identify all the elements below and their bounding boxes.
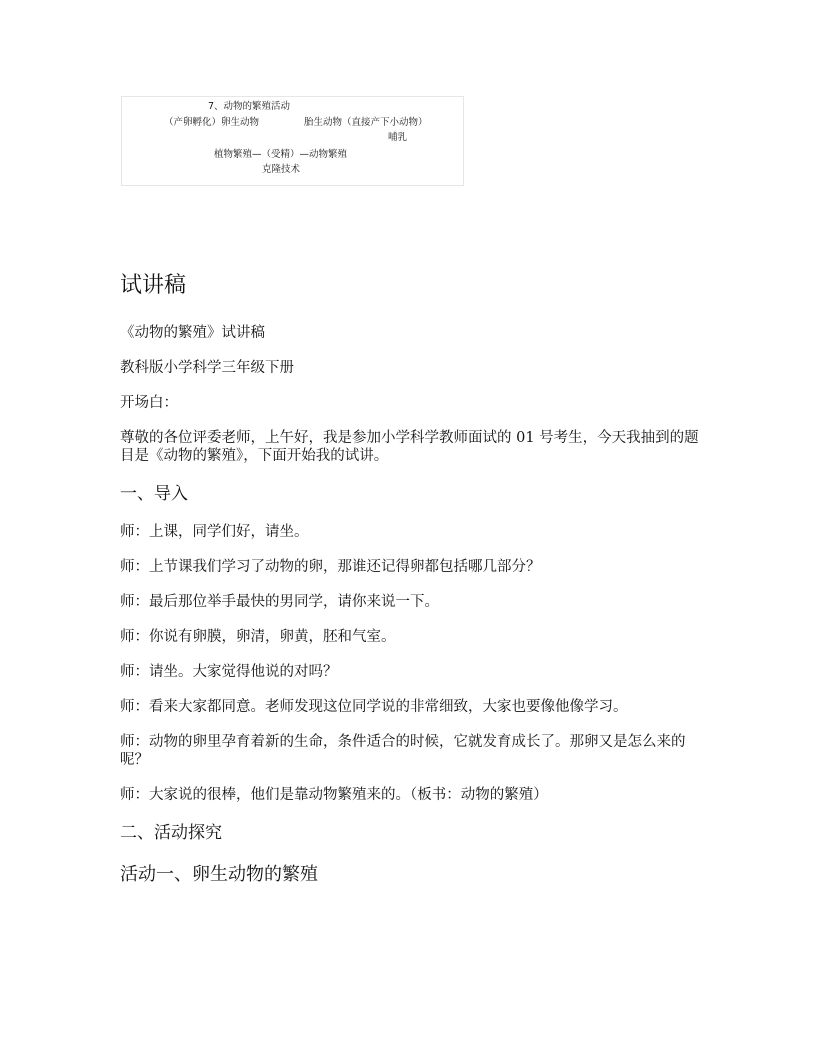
board-mammal: 哺乳 bbox=[388, 132, 408, 143]
page-title: 试讲稿 bbox=[120, 273, 187, 298]
activity-heading: 活动一、卵生动物的繁殖 bbox=[120, 864, 318, 885]
blackboard-image bbox=[121, 96, 464, 186]
dialogue-line: 师：上课，同学们好，请坐。 bbox=[120, 524, 309, 540]
textbook-info: 教科版小学科学三年级下册 bbox=[120, 360, 294, 376]
dialogue-line: 师：大家说的很棒，他们是靠动物繁殖来的。（板书：动物的繁殖） bbox=[120, 787, 548, 803]
dialogue-line: 师：请坐。大家觉得他说的对吗？ bbox=[120, 664, 338, 680]
opening-label: 开场白： bbox=[120, 395, 178, 411]
board-clone-technology: 克隆技术 bbox=[262, 164, 301, 175]
dialogue-line: 师：最后那位举手最快的男同学，请你来说一下。 bbox=[120, 594, 439, 610]
dialogue-line: 师：动物的卵里孕育着新的生命，条件适合的时候，它就发育成长了。那卵又是怎么来的呢？ bbox=[120, 734, 686, 768]
board-egg-animals: （产卵孵化）卵生动物 bbox=[164, 117, 260, 128]
dialogue-line: 师：上节课我们学习了动物的卵，那谁还记得卵都包括哪几部分？ bbox=[120, 559, 541, 575]
board-live-animals: 胎生动物（直接产下小动物） bbox=[304, 117, 428, 128]
board-title: 7、动物的繁殖活动 bbox=[208, 101, 291, 112]
dialogue-line: 师：看来大家都同意。老师发现这位同学说的非常细致，大家也要像他像学习。 bbox=[120, 699, 628, 715]
document-body bbox=[120, 270, 700, 888]
section-heading-activity: 二、活动探究 bbox=[120, 823, 222, 843]
board-plant-reproduction: 植物繁殖—（受精）—动物繁殖 bbox=[214, 149, 348, 160]
lesson-title: 《动物的繁殖》试讲稿 bbox=[120, 325, 265, 341]
dialogue-line: 师：你说有卵膜，卵清，卵黄，胚和气室。 bbox=[120, 629, 396, 645]
opening-text: 尊敬的各位评委老师，上午好，我是参加小学科学教师面试的 01 号考生，今天我抽到的题目是《动物的繁殖》，下面开始我的试讲。 bbox=[120, 430, 699, 464]
section-heading-intro: 一、导入 bbox=[120, 484, 188, 504]
